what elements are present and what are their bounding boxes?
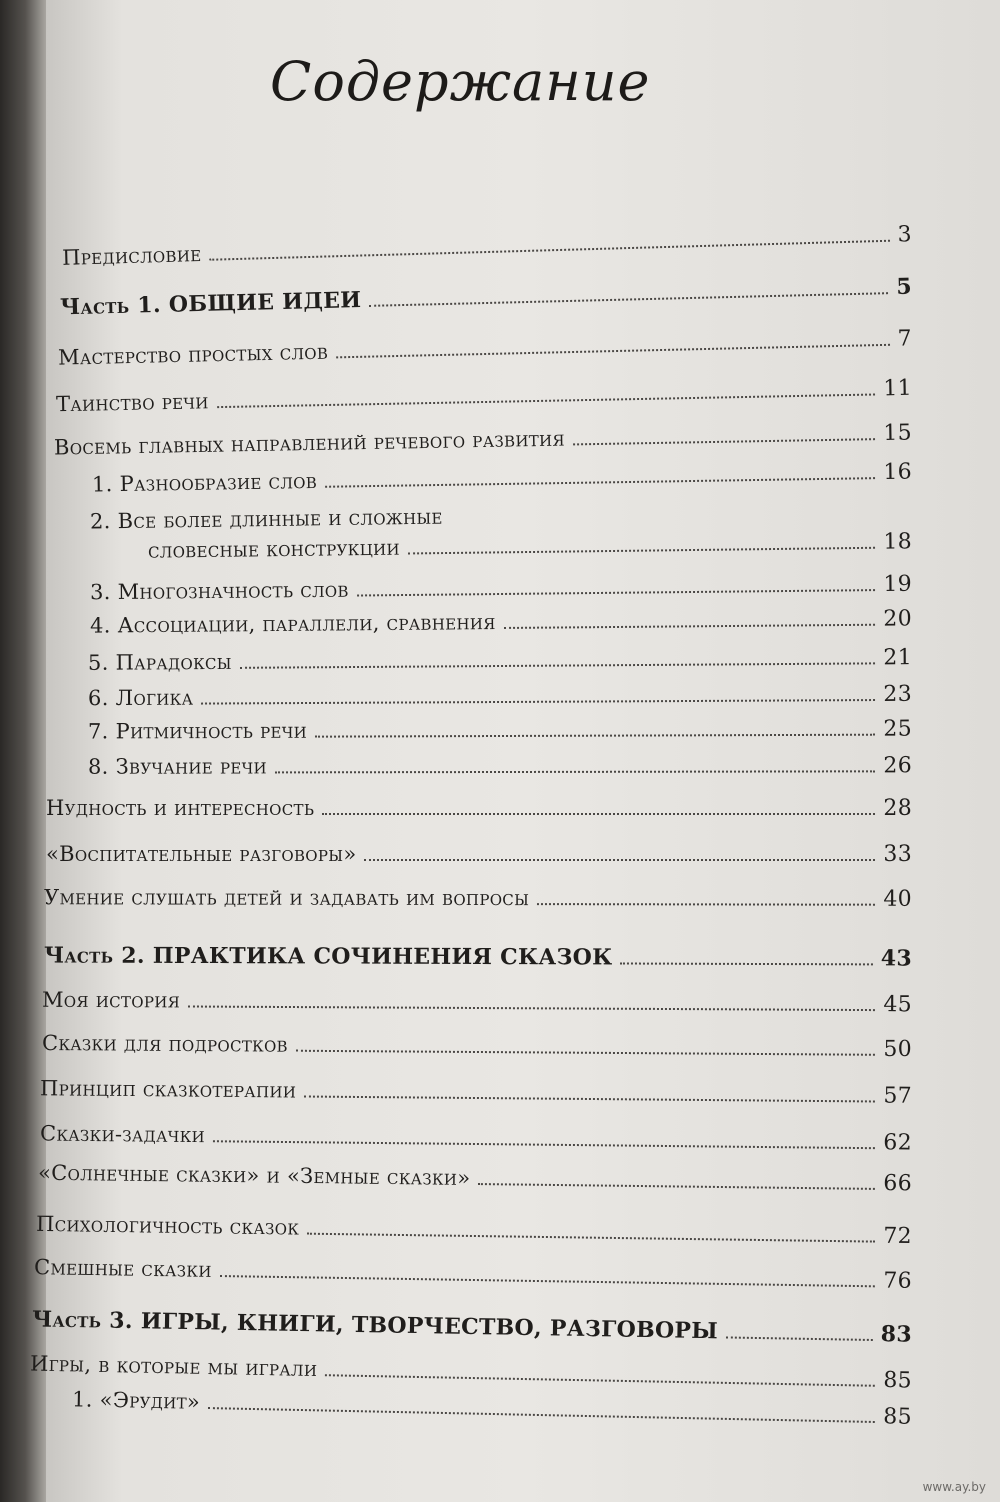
toc-entry-longer-constructions [90, 503, 590, 534]
toc-page-number: 85 [883, 1404, 913, 1430]
toc-entry-games-we-played [30, 1352, 912, 1394]
toc-leader-dots [537, 903, 875, 906]
toc-label: Нудность и интересность [46, 796, 315, 820]
toc-label: Предисловие [61, 241, 202, 270]
toc-page-number: 16 [883, 459, 913, 486]
toc-page-number: 7 [897, 326, 913, 352]
toc-entry-psychology-tales [36, 1212, 912, 1249]
toc-leader-dots [369, 292, 888, 307]
toc-page-number: 11 [883, 375, 913, 402]
toc-page-number: 26 [883, 753, 913, 779]
toc-label: 6. Логика [87, 685, 194, 711]
toc-leader-dots [478, 1183, 875, 1190]
toc-label: Умение слушать детей и задавать им вопросы [43, 885, 530, 911]
toc-entry-preface [62, 222, 912, 271]
toc-page-number: 85 [883, 1367, 913, 1394]
toc-leader-dots [210, 240, 890, 261]
toc-entry-funny-tales [34, 1255, 912, 1294]
toc-entry-boredom [46, 796, 912, 821]
toc-page-number: 23 [883, 681, 913, 707]
toc-page-number: 28 [883, 796, 912, 821]
toc-entry-verbal-constructions [148, 529, 912, 563]
toc-entry-mystery-of-speech [56, 376, 912, 417]
toc-label: Психологичность сказок [35, 1211, 300, 1240]
toc-page-number: 43 [880, 945, 913, 972]
toc-page-number: 18 [883, 529, 913, 555]
toc-label: Часть 3. ИГРЫ, КНИГИ, ТВОРЧЕСТВО, РАЗГОВОРЫ [31, 1306, 719, 1345]
toc-leader-dots [408, 547, 876, 555]
toc-entry-simple-words [58, 326, 912, 370]
toc-entry-part-1 [60, 274, 912, 321]
toc-entry-associations [90, 606, 912, 638]
toc-entry-part-2 [44, 942, 912, 971]
toc-entry-polysemy [90, 572, 912, 606]
toc-label: Смешные сказки [33, 1255, 212, 1282]
toc-label: Сказки для подростков [41, 1030, 289, 1057]
toc-page-number: 72 [883, 1223, 913, 1250]
toc-leader-dots [315, 734, 875, 738]
toc-label: 2. Все более длинные и сложные [89, 504, 443, 534]
toc-page-number: 15 [883, 420, 913, 447]
toc-label: Сказки-задачки [39, 1121, 206, 1148]
toc-label: Моя история [41, 987, 181, 1013]
toc-label: Мастерство простых слов [57, 339, 329, 370]
toc-page-number: 45 [883, 992, 913, 1018]
toc-leader-dots [325, 477, 875, 488]
toc-label: 7. Ритмичность речи [87, 718, 308, 744]
toc-label: Игры, в которые мы играли [29, 1351, 318, 1382]
toc-entry-eight-directions [54, 421, 912, 461]
toc-entry-sound [88, 753, 912, 779]
toc-leader-dots [504, 624, 876, 629]
toc-page-number: 21 [883, 645, 913, 671]
toc-leader-dots [726, 1336, 873, 1341]
toc-leader-dots [220, 1275, 876, 1287]
toc-entry-teen-tales [42, 1031, 912, 1062]
toc-leader-dots [275, 770, 875, 773]
toc-label: Часть 1. ОБЩИЕ ИДЕИ [59, 287, 362, 321]
toc-leader-dots [336, 344, 889, 359]
toc-entry-puzzle-tales [40, 1121, 912, 1155]
toc-page-number: 50 [883, 1036, 913, 1063]
toc-entry-paradoxes [88, 645, 912, 676]
toc-leader-dots [296, 1050, 875, 1056]
page-title: Содержание [270, 50, 651, 113]
toc-label: «Солнечные сказки» и «Земные сказки» [37, 1160, 471, 1190]
toc-leader-dots [364, 859, 875, 861]
toc-leader-dots [620, 962, 872, 965]
toc-label: 8. Звучание речи [87, 754, 267, 779]
toc-label: 1. Разнообразие слов [91, 468, 318, 497]
toc-leader-dots [357, 589, 876, 596]
toc-page-number: 19 [883, 571, 913, 597]
toc-leader-dots [307, 1233, 875, 1243]
toc-label: «Воспитательные разговоры» [46, 842, 357, 866]
toc-entry-listening [44, 885, 912, 912]
watermark: www.ay.by [922, 1480, 986, 1494]
toc-page-number: 3 [897, 222, 913, 248]
toc-label: 5. Парадоксы [87, 649, 232, 675]
toc-page-number: 62 [883, 1130, 913, 1156]
toc-entry-my-story [42, 988, 912, 1018]
toc-label: Восемь главных направлений речевого развития [53, 426, 566, 460]
toc-leader-dots [201, 699, 875, 705]
toc-leader-dots [240, 662, 876, 668]
toc-label: 4. Ассоциации, параллели, сравнения [89, 610, 496, 638]
toc-label: Таинство речи [55, 389, 209, 417]
toc-leader-dots [573, 438, 876, 445]
toc-label: Часть 2. ПРАКТИКА СОЧИНЕНИЯ СКАЗОК [43, 942, 613, 971]
toc-entry-educational-talks [46, 842, 912, 867]
toc-page-number: 5 [895, 273, 913, 300]
toc-entry-part-3 [32, 1306, 912, 1347]
toc-leader-dots [217, 393, 876, 408]
toc-label: словесные конструкции [147, 535, 400, 563]
toc-page-number: 76 [883, 1268, 913, 1294]
toc-entry-logic [88, 682, 912, 711]
toc-entry-rhythm [88, 717, 912, 745]
toc-leader-dots [188, 1005, 875, 1011]
toc-page-number: 66 [883, 1170, 913, 1197]
toc-entry-word-variety [92, 460, 912, 498]
toc-entry-erudite [72, 1387, 912, 1430]
toc-leader-dots [213, 1140, 875, 1149]
toc-page-number: 33 [883, 842, 912, 867]
toc-label: Принцип сказкотерапии [39, 1076, 297, 1103]
toc-entry-sun-earth-tales [38, 1161, 912, 1197]
toc-page-number: 20 [883, 606, 913, 632]
toc-page-number: 25 [883, 716, 913, 742]
toc-label: 1. «Эрудит» [71, 1387, 201, 1414]
toc-page-number: 40 [883, 886, 913, 912]
toc-leader-dots [322, 813, 875, 815]
toc-entry-tale-therapy [40, 1076, 912, 1109]
toc-page-number: 83 [880, 1321, 913, 1348]
toc-label: 3. Многозначность слов [89, 577, 349, 605]
toc-page-number: 57 [883, 1083, 913, 1109]
toc-leader-dots [325, 1374, 875, 1387]
toc-leader-dots [304, 1096, 875, 1103]
toc-leader-dots [208, 1407, 875, 1423]
